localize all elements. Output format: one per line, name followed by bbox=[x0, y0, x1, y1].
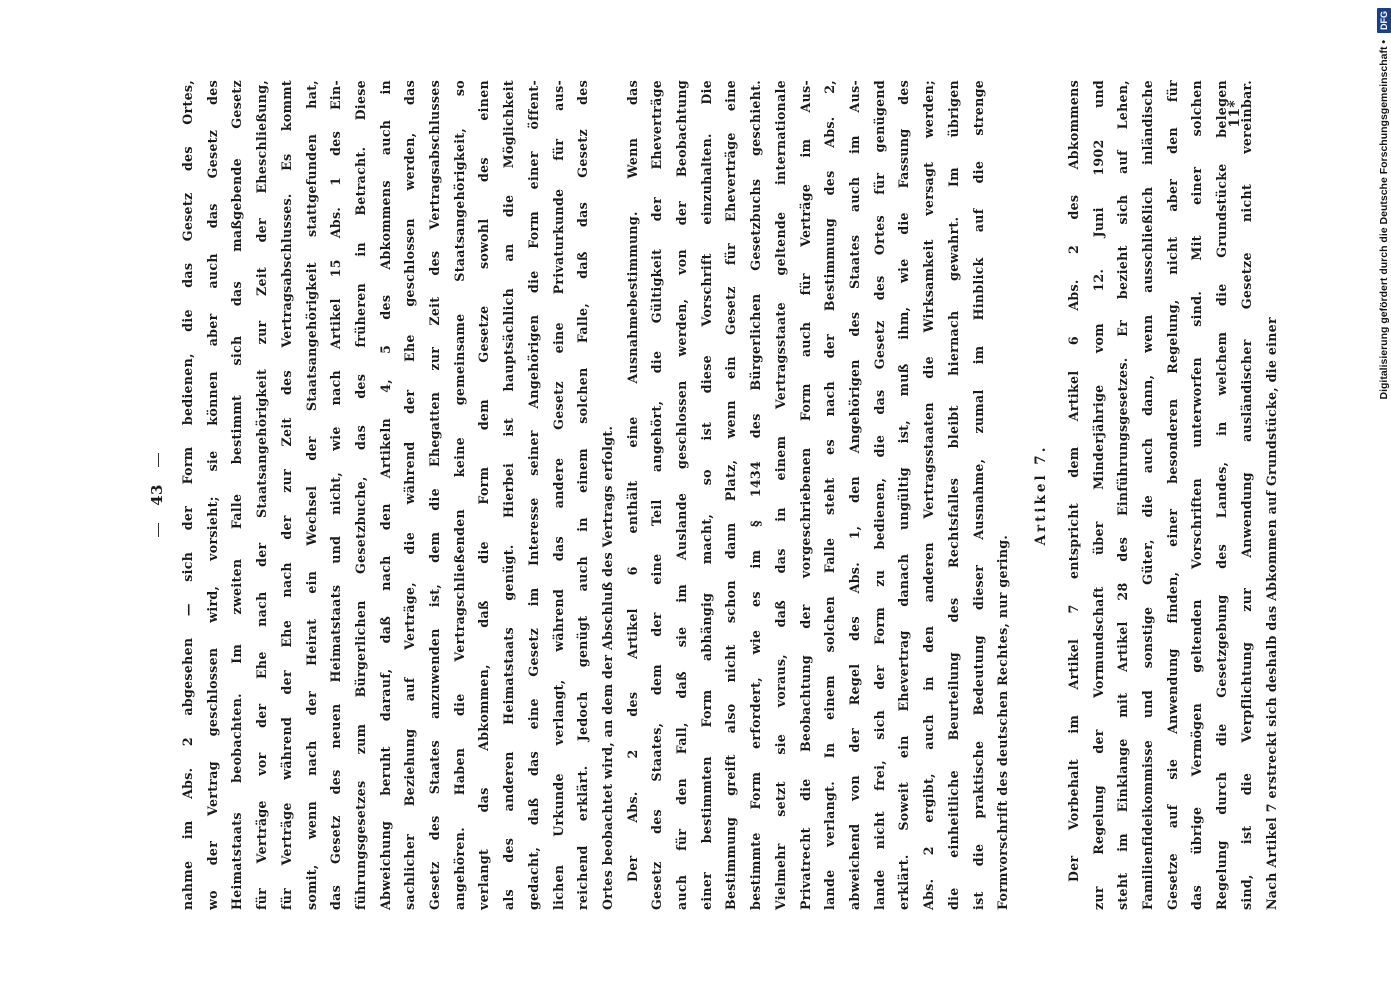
text-line: abweichend von der Regel des Abs. 1, den Angehörigen des Staates auch im Aus- bbox=[846, 80, 862, 910]
text-line: bestimmte Form erfordert, wie es im § 1434 des Bürgerlichen Gesetzbuchs geschieht. bbox=[748, 80, 764, 910]
text-line: Privatrecht die Beobachtung der vorgeschriebenen Form auch für Verträge im Aus- bbox=[797, 80, 813, 910]
text-line: sachlicher Beziehung auf Verträge, die während der Ehe geschlossen werden, das bbox=[402, 80, 418, 910]
text-line: ist die praktische Bedeutung dieser Ausnahme, zumal im Hinblick auf die strenge bbox=[970, 80, 986, 910]
text-line: nahme im Abs. 2 abgesehen — sich der Form bedienen, die das Gesetz des Ortes, bbox=[180, 80, 195, 910]
text-line: auch für den Fall, daß sie im Auslande geschlossen werden, von der Beobachtung bbox=[674, 80, 690, 910]
paragraph-form-rules bbox=[176, 80, 621, 910]
text-line: lande verlangt. In einem solchen Falle steht es nach der Bestimmung des Abs. 2, bbox=[822, 80, 838, 910]
text-line: Gesetz des Staates anzuwenden ist, dem die Ehegatten zur Zeit des Vertragsabschlusses bbox=[427, 80, 443, 910]
text-line: erklärt. Soweit ein Ehevertrag danach ungültig ist, muß ihm, wie die Fassung des bbox=[896, 80, 912, 910]
page-header bbox=[142, 80, 172, 910]
text-line: wo der Vertrag geschlossen wird, vorsieht; sie können aber auch das Gesetz des bbox=[204, 80, 220, 910]
text-line: Der Abs. 2 des Artikel 6 enthält eine Ausnahmebestimmung. Wenn das bbox=[624, 80, 640, 882]
signature-mark: 11* bbox=[1227, 100, 1244, 128]
article-heading: Artikel 7. bbox=[1032, 444, 1049, 546]
text-line: Heimatstaats beobachten. Im zweiten Falle bestimmt sich das maßgebende Gesetz bbox=[229, 80, 245, 910]
dfg-logo: DFG bbox=[1377, 8, 1391, 33]
text-line: Der Vorbehalt im Artikel 7 entspricht dem Artikel 6 Abs. 2 des Abkommens bbox=[1065, 80, 1081, 882]
text-line: Gesetz des Staates, dem der eine Teil angehört, die Gültigkeit der Eheverträge bbox=[649, 80, 665, 910]
paragraph-article-7 bbox=[1062, 80, 1284, 910]
text-line: als des anderen Heimatstaats genügt. Hierbei ist hauptsächlich an die Möglichkeit bbox=[501, 80, 517, 910]
text-line: verlangt das Abkommen, daß die Form dem Gesetze sowohl des einen bbox=[476, 80, 492, 910]
text-line: lichen Urkunde verlangt, während das andere Gesetz eine Privaturkunde für aus- bbox=[550, 80, 566, 910]
text-line: angehören. Haben die Vertragschließenden keine gemeinsame Staatsangehörigkeit, so bbox=[451, 80, 467, 910]
text-line: Regelung durch die Gesetzgebung des Landes, in welchem die Grundstücke belegen bbox=[1214, 80, 1230, 910]
text-line: lande nicht frei, sich der Form zu bedienen, die das Gesetz des Ortes für genügend bbox=[871, 80, 887, 910]
digitization-credit-text: Digitalisierung gefördert durch die Deutsche Forschungsgemeinschaft • bbox=[1378, 39, 1390, 400]
text-line: Bestimmung greift also nicht schon dann Platz, wenn ein Gesetz für Eheverträge eine bbox=[723, 80, 739, 910]
text-line: die einheitliche Beurteilung des Rechtsfalles bleibt hiernach gewahrt. Im übrigen bbox=[945, 80, 961, 910]
text-line: Gesetze auf sie Anwendung finden, einer besonderen Regelung, nicht aber den für bbox=[1164, 80, 1180, 910]
text-line: Ortes beobachtet wird, an dem der Abschluß des Vertrags erfolgt. bbox=[599, 425, 615, 910]
text-line: für Verträge während der Ehe nach der zur Zeit des Vertragsabschlusses. Es kommt bbox=[278, 80, 294, 910]
text-line: steht im Einklange mit Artikel 28 des Einführungsgesetzes. Er bezieht sich auf Lehen, bbox=[1115, 80, 1131, 910]
text-line: zur Regelung der Vormundschaft über Minderjährige vom 12. Juni 1902 und bbox=[1090, 80, 1106, 910]
text-line: somit, wenn nach der Heirat ein Wechsel der Staatsangehörigkeit stattgefunden hat, bbox=[303, 80, 319, 910]
text-line: das übrige Vermögen geltenden Vorschriften unterworfen sind. Mit einer solchen bbox=[1189, 80, 1205, 910]
text-line: Abweichung beruht darauf, daß nach den Artikeln 4, 5 des Abkommens auch in bbox=[377, 80, 393, 910]
text-line: Vielmehr setzt sie voraus, daß das in einem Vertragsstaate geltende internationale bbox=[772, 80, 788, 910]
text-line: sind, ist die Verpflichtung zur Anwendung ausländischer Gesetze nicht vereinbar. bbox=[1238, 80, 1254, 910]
header-dash-left bbox=[158, 523, 159, 537]
text-line: Abs. 2 ergibt, auch in den anderen Vertragsstaaten die Wirksamkeit versagt werden; bbox=[921, 80, 937, 910]
text-line: einer bestimmten Form abhängig macht, so ist diese Vorschrift einzuhalten. Die bbox=[698, 80, 714, 910]
text-line: gedacht, daß das eine Gesetz im Interesse seiner Angehörigen die Form einer öffent- bbox=[525, 80, 541, 910]
text-line: das Gesetz des neuen Heimatstaats und nicht, wie nach Artikel 15 Abs. 1 des Ein- bbox=[328, 80, 344, 910]
digitization-credit bbox=[1377, 0, 1391, 1000]
header-dash-right bbox=[158, 453, 159, 467]
text-line: Nach Artikel 7 erstreckt sich deshalb das Abkommen auf Grundstücke, die einer bbox=[1263, 317, 1279, 910]
paragraph-exception-rule bbox=[621, 80, 1016, 910]
text-line: für Verträge vor der Ehe nach der Staatsangehörigkeit zur Zeit der Eheschließung, bbox=[254, 80, 270, 910]
page-number: 43 bbox=[148, 484, 166, 506]
text-line: Familienfideikommisse und sonstige Güter, die auch dann, wenn ausschließlich inländische bbox=[1140, 80, 1156, 910]
text-line: reichend erklärt. Jedoch genügt auch in einem solchen Falle, daß das Gesetz des bbox=[575, 80, 591, 910]
scanned-page bbox=[142, 80, 1279, 910]
text-line: führungsgesetzes zum Bürgerlichen Gesetzbuche, das des früheren in Betracht. Diese bbox=[352, 80, 368, 910]
text-line: Formvorschrift des deutschen Rechtes, nur gering. bbox=[995, 534, 1011, 910]
